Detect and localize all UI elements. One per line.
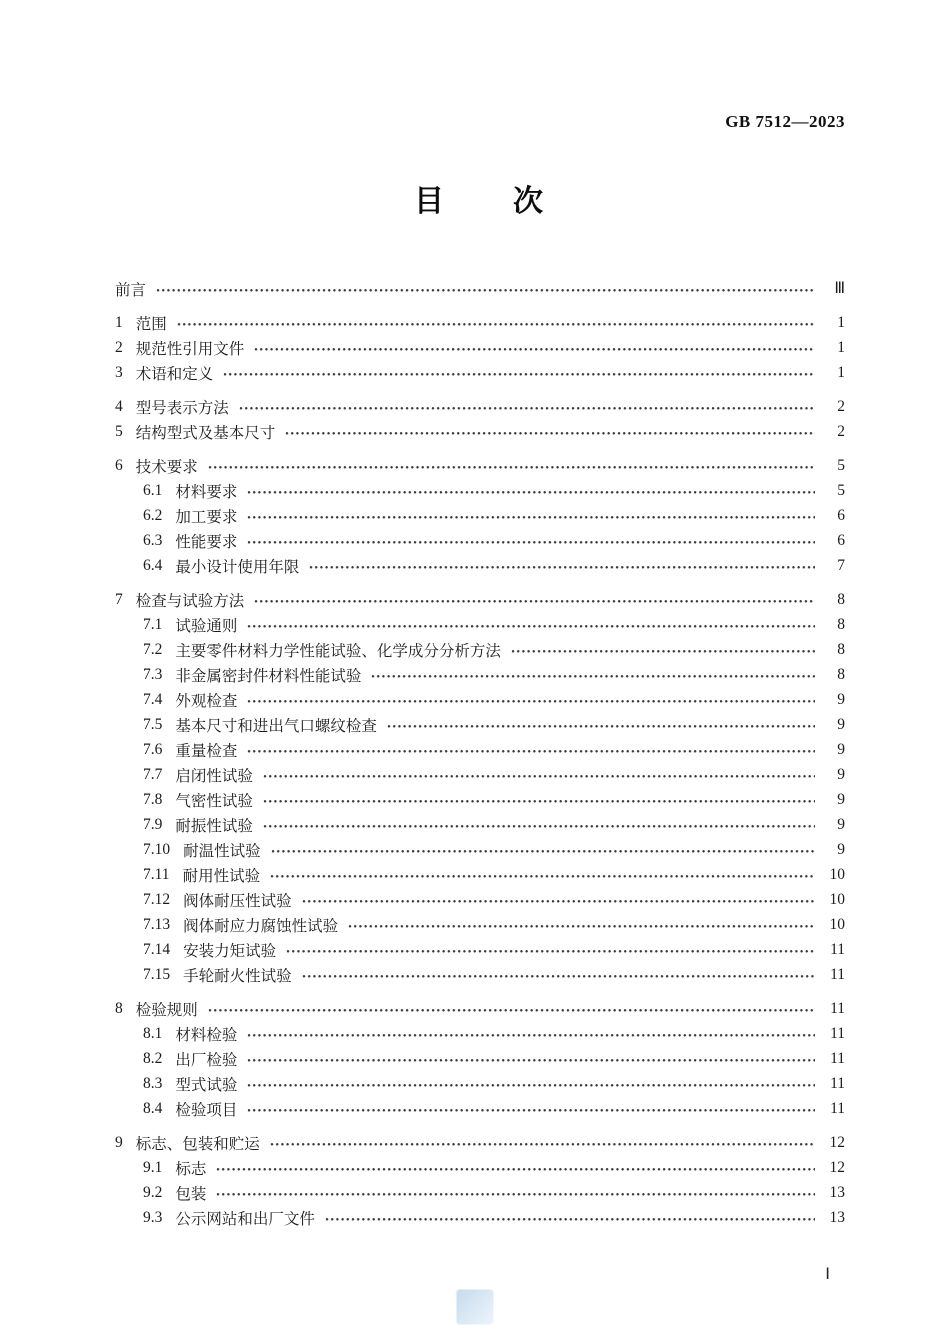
toc-entry — [115, 887, 845, 912]
toc-entry-label: 结构型式及基本尺寸 — [135, 424, 276, 442]
toc-leader-dots — [511, 642, 815, 658]
toc-entry-label: 阀体耐压性试验 — [183, 892, 292, 910]
toc-leader-dots — [208, 1001, 815, 1017]
toc-entry-page: 10 — [829, 865, 845, 883]
toc-entry — [115, 812, 845, 837]
toc-entry — [115, 1130, 845, 1155]
watermark-logo — [456, 1289, 494, 1325]
toc-entry — [115, 837, 845, 862]
toc-entry-label: 阀体耐应力腐蚀性试验 — [183, 917, 339, 935]
toc-entry-number: 9 — [115, 1133, 123, 1151]
toc-entry-label: 主要零件材料力学性能试验、化学成分分析方法 — [175, 642, 501, 660]
toc-entry-number: 6.4 — [143, 556, 163, 574]
toc-entry — [115, 962, 845, 987]
toc-entry-label: 公示网站和出厂文件 — [175, 1210, 315, 1228]
toc-entry-label: 术语和定义 — [135, 365, 214, 383]
toc-group — [115, 310, 845, 385]
toc-entry — [115, 862, 845, 887]
toc-entry — [115, 937, 845, 962]
toc-entry-number: 7.6 — [143, 740, 163, 758]
toc-leader-dots — [247, 483, 815, 499]
toc-entry-label: 范围 — [135, 315, 167, 333]
toc-leader-dots — [325, 1210, 815, 1226]
toc-leader-dots — [247, 533, 815, 549]
toc-entry-page: 5 — [837, 481, 845, 499]
toc-entry-label: 加工要求 — [175, 508, 238, 526]
toc-entry-number: 7.1 — [143, 615, 163, 633]
toc-entry-label: 耐振性试验 — [175, 817, 253, 835]
toc-leader-dots — [156, 281, 815, 297]
toc-leader-dots — [309, 558, 815, 574]
toc-entry — [115, 612, 845, 637]
toc-entry-label: 型式试验 — [175, 1076, 238, 1094]
toc-entry-page: 7 — [837, 556, 845, 574]
toc-leader-dots — [302, 892, 815, 908]
toc-leader-dots — [208, 458, 815, 474]
toc-entry — [115, 912, 845, 937]
toc-entry — [115, 1180, 845, 1205]
toc-entry-page: 6 — [837, 531, 845, 549]
toc-entry-number: 9.3 — [143, 1208, 163, 1226]
toc-leader-dots — [223, 365, 815, 381]
toc-entry-label: 检验项目 — [175, 1101, 238, 1119]
toc-entry-label: 耐温性试验 — [183, 842, 261, 860]
toc-entry-number: 4 — [115, 397, 123, 415]
toc-leader-dots — [387, 717, 815, 733]
toc-entry — [115, 453, 845, 478]
toc-leader-dots — [239, 399, 815, 415]
toc-entry-number: 1 — [115, 313, 123, 331]
toc-entry-page: 8 — [837, 590, 845, 608]
toc-entry — [115, 996, 845, 1021]
toc-entry-label: 标志、包装和贮运 — [135, 1135, 260, 1153]
toc-entry-page: Ⅲ — [834, 280, 845, 297]
toc-leader-dots — [286, 942, 815, 958]
toc-entry-number: 7.2 — [143, 640, 163, 658]
toc-entry-label: 标志 — [175, 1160, 207, 1178]
toc-entry — [115, 637, 845, 662]
toc-leader-dots — [285, 424, 815, 440]
toc-group — [115, 1130, 845, 1230]
toc-entry-label: 型号表示方法 — [135, 399, 229, 417]
toc-entry-page: 1 — [837, 313, 845, 331]
toc-leader-dots — [263, 817, 815, 833]
toc-entry-page: 9 — [837, 765, 845, 783]
toc-entry — [115, 1205, 845, 1230]
toc-entry-number: 6.2 — [143, 506, 163, 524]
toc-leader-dots — [271, 842, 815, 858]
toc-entry-number: 7.3 — [143, 665, 163, 683]
toc-leader-dots — [247, 1076, 815, 1092]
toc-leader-dots — [270, 1135, 815, 1151]
toc-entry-number: 7.9 — [143, 815, 163, 833]
toc-entry — [115, 787, 845, 812]
toc-entry-number: 7.5 — [143, 715, 163, 733]
toc-leader-dots — [216, 1160, 815, 1176]
toc-entry — [115, 687, 845, 712]
toc-entry-label: 材料要求 — [175, 483, 238, 501]
toc-entry-number: 8.4 — [143, 1099, 163, 1117]
toc-entry-page: 2 — [837, 422, 845, 440]
toc-entry-page: 9 — [837, 840, 845, 858]
toc-entry-number: 7.14 — [143, 940, 171, 958]
toc-entry — [115, 587, 845, 612]
toc-entry-label: 外观检查 — [175, 692, 238, 710]
toc-entry — [115, 1155, 845, 1180]
toc-entry-page: 9 — [837, 815, 845, 833]
toc-entry-label: 最小设计使用年限 — [175, 558, 300, 576]
toc-entry — [115, 360, 845, 385]
toc-entry-page: 9 — [837, 740, 845, 758]
toc-entry-page: 8 — [837, 615, 845, 633]
toc-entry-number: 7.15 — [143, 965, 171, 983]
toc-entry-page: 13 — [829, 1208, 845, 1226]
toc-entry — [115, 1046, 845, 1071]
toc-entry-page: 10 — [829, 915, 845, 933]
toc-entry-page: 11 — [830, 1024, 845, 1042]
toc-entry-number: 8.2 — [143, 1049, 163, 1067]
toc-entry — [115, 1096, 845, 1121]
toc-leader-dots — [263, 792, 815, 808]
toc-entry-label: 技术要求 — [135, 458, 198, 476]
toc-entry-number: 7.10 — [143, 840, 171, 858]
standard-code: GB 7512—2023 — [725, 112, 845, 131]
toc-leader-dots — [263, 767, 815, 783]
toc-entry-page: 9 — [837, 790, 845, 808]
toc-group — [115, 394, 845, 444]
toc-entry-number: 7.4 — [143, 690, 163, 708]
toc-entry-label: 包装 — [175, 1185, 207, 1203]
toc-entry-number: 9.1 — [143, 1158, 163, 1176]
toc-entry-page: 13 — [829, 1183, 845, 1201]
toc-leader-dots — [254, 340, 815, 356]
toc-leader-dots — [247, 742, 815, 758]
toc-entry-page: 11 — [830, 965, 845, 983]
toc-entry — [115, 310, 845, 335]
toc-entry-label: 性能要求 — [175, 533, 238, 551]
toc-entry-number: 2 — [115, 338, 123, 356]
toc-entry-page: 10 — [829, 890, 845, 908]
toc-entry-label: 启闭性试验 — [175, 767, 253, 785]
toc-group — [115, 276, 845, 301]
toc-entry-page: 9 — [837, 690, 845, 708]
toc-entry-page: 8 — [837, 640, 845, 658]
toc-entry — [115, 662, 845, 687]
toc-entry — [115, 712, 845, 737]
toc-group — [115, 453, 845, 578]
toc-entry-label: 出厂检验 — [175, 1051, 238, 1069]
toc-entry-page: 11 — [830, 940, 845, 958]
toc-entry — [115, 1071, 845, 1096]
toc-entry — [115, 762, 845, 787]
toc-entry-number: 7.7 — [143, 765, 163, 783]
toc-entry-number: 7 — [115, 590, 123, 608]
toc-entry-page: 8 — [837, 665, 845, 683]
toc-entry — [115, 419, 845, 444]
page-number: Ⅰ — [825, 1266, 830, 1283]
toc-leader-dots — [177, 315, 815, 331]
toc-leader-dots — [371, 667, 815, 683]
toc-entry-label: 基本尺寸和进出气口螺纹检查 — [175, 717, 377, 735]
toc-entry — [115, 553, 845, 578]
toc-entry-page: 11 — [830, 1074, 845, 1092]
toc-entry-page: 1 — [837, 363, 845, 381]
toc-entry-number: 3 — [115, 363, 123, 381]
toc-entry-label: 耐用性试验 — [182, 867, 261, 885]
toc-entry-page: 6 — [837, 506, 845, 524]
page-title: 目 次 — [414, 185, 546, 218]
toc-entry-label: 材料检验 — [175, 1026, 238, 1044]
toc-entry-number: 8.3 — [143, 1074, 163, 1092]
toc-entry-page: 5 — [837, 456, 845, 474]
toc-entry — [115, 737, 845, 762]
toc-entry-number: 5 — [115, 422, 123, 440]
toc-entry-page: 9 — [837, 715, 845, 733]
toc-entry — [115, 528, 845, 553]
toc-leader-dots — [247, 692, 815, 708]
toc-entry-number: 7.12 — [143, 890, 171, 908]
toc-entry-label: 重量检查 — [175, 742, 238, 760]
toc-entry-label: 气密性试验 — [175, 792, 253, 810]
toc-entry-label: 试验通则 — [175, 617, 238, 635]
toc-entry-label: 前言 — [115, 281, 147, 299]
toc-entry-page: 11 — [830, 1049, 845, 1067]
toc-entry — [115, 478, 845, 503]
toc-entry-page: 2 — [837, 397, 845, 415]
toc-leader-dots — [247, 1026, 815, 1042]
toc-entry-label: 安装力矩试验 — [183, 942, 277, 960]
toc-leader-dots — [247, 617, 815, 633]
toc-entry-label: 检查与试验方法 — [135, 592, 245, 610]
toc-entry-number: 6 — [115, 456, 123, 474]
toc-entry — [115, 1021, 845, 1046]
toc-entry-label: 非金属密封件材料性能试验 — [175, 667, 362, 685]
toc-leader-dots — [270, 867, 815, 883]
toc-entry-number: 8 — [115, 999, 123, 1017]
toc-leader-dots — [302, 967, 815, 983]
toc-leader-dots — [247, 508, 815, 524]
toc-entry-number: 7.11 — [143, 865, 170, 883]
toc-entry-page: 1 — [837, 338, 845, 356]
toc-entry-number: 9.2 — [143, 1183, 163, 1201]
toc-entry-page: 12 — [829, 1133, 845, 1151]
toc-entry-label: 手轮耐火性试验 — [183, 967, 292, 985]
toc-entry-label: 检验规则 — [135, 1001, 198, 1019]
toc-leader-dots — [254, 592, 815, 608]
toc-entry-label: 规范性引用文件 — [135, 340, 245, 358]
toc-entry-page: 12 — [829, 1158, 845, 1176]
toc-entry — [115, 394, 845, 419]
toc-entry-number: 7.13 — [143, 915, 171, 933]
toc-leader-dots — [216, 1185, 815, 1201]
toc-entry-number: 8.1 — [143, 1024, 163, 1042]
toc-entry-number: 7.8 — [143, 790, 163, 808]
toc-group — [115, 996, 845, 1121]
toc-entry — [115, 276, 845, 301]
toc-leader-dots — [247, 1101, 815, 1117]
toc-group — [115, 587, 845, 987]
toc-entry-page: 11 — [830, 999, 845, 1017]
table-of-contents — [115, 276, 845, 1230]
toc-leader-dots — [348, 917, 815, 933]
toc-entry-page: 11 — [830, 1099, 845, 1117]
toc-entry — [115, 503, 845, 528]
toc-entry — [115, 335, 845, 360]
toc-leader-dots — [247, 1051, 815, 1067]
toc-entry-number: 6.3 — [143, 531, 163, 549]
toc-entry-number: 6.1 — [143, 481, 163, 499]
